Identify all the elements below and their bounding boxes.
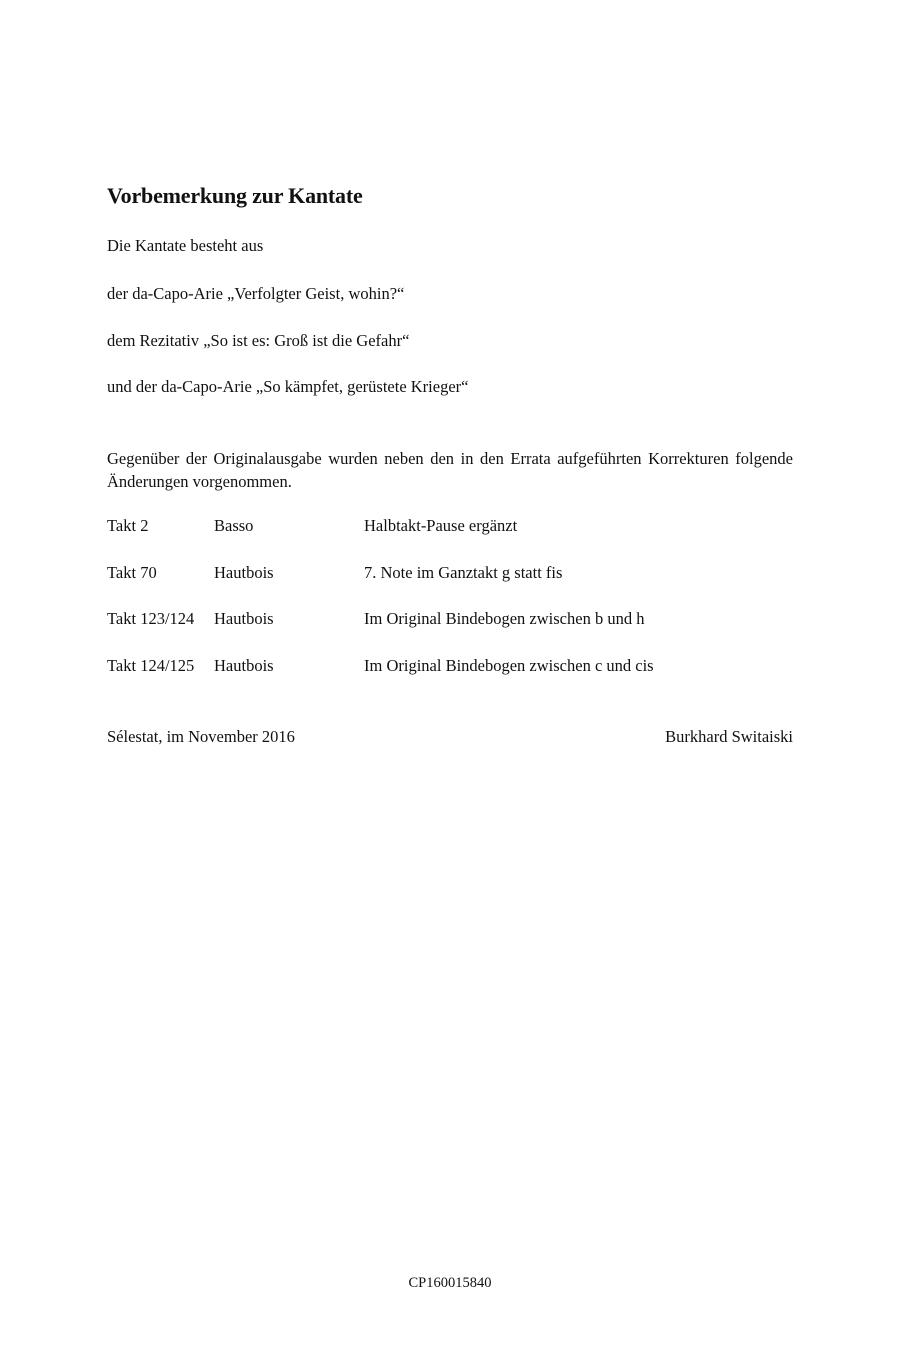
changes-paragraph: Gegenüber der Originalausgabe wurden neben den in den Errata aufgeführten Korrekturen folgende Änderungen vorgenommen. [107, 449, 793, 491]
note-cell: Im Original Bindebogen zwischen b und h [364, 609, 645, 628]
instrument-cell: Hautbois [214, 609, 274, 628]
catalog-code: CP160015840 [408, 1275, 492, 1291]
page-title: Vorbemerkung zur Kantate [107, 183, 363, 208]
instrument-cell: Basso [214, 516, 254, 535]
takt-cell: Takt 123/124 [107, 609, 195, 628]
table-row [107, 516, 807, 540]
instrument-cell: Hautbois [214, 563, 274, 582]
table-row [107, 563, 807, 587]
note-cell: Halbtakt-Pause ergänzt [364, 516, 518, 535]
table-row [107, 656, 807, 680]
takt-cell: Takt 2 [107, 516, 149, 535]
movement-item-3: und der da-Capo-Arie „So kämpfet, gerüstete Krieger“ [107, 377, 469, 396]
movement-item-2: dem Rezitativ „So ist es: Groß ist die Gefahr“ [107, 331, 410, 350]
takt-cell: Takt 124/125 [107, 656, 195, 675]
note-cell: Im Original Bindebogen zwischen c und cis [364, 656, 654, 675]
author-name: Burkhard Switaiski [665, 727, 793, 746]
intro-text: Die Kantate besteht aus [107, 236, 264, 255]
note-cell: 7. Note im Ganztakt g statt fis [364, 563, 563, 582]
place-date: Sélestat, im November 2016 [107, 727, 295, 746]
instrument-cell: Hautbois [214, 656, 274, 675]
table-row [107, 609, 807, 633]
takt-cell: Takt 70 [107, 563, 157, 582]
movement-item-1: der da-Capo-Arie „Verfolgter Geist, wohin?“ [107, 284, 405, 303]
